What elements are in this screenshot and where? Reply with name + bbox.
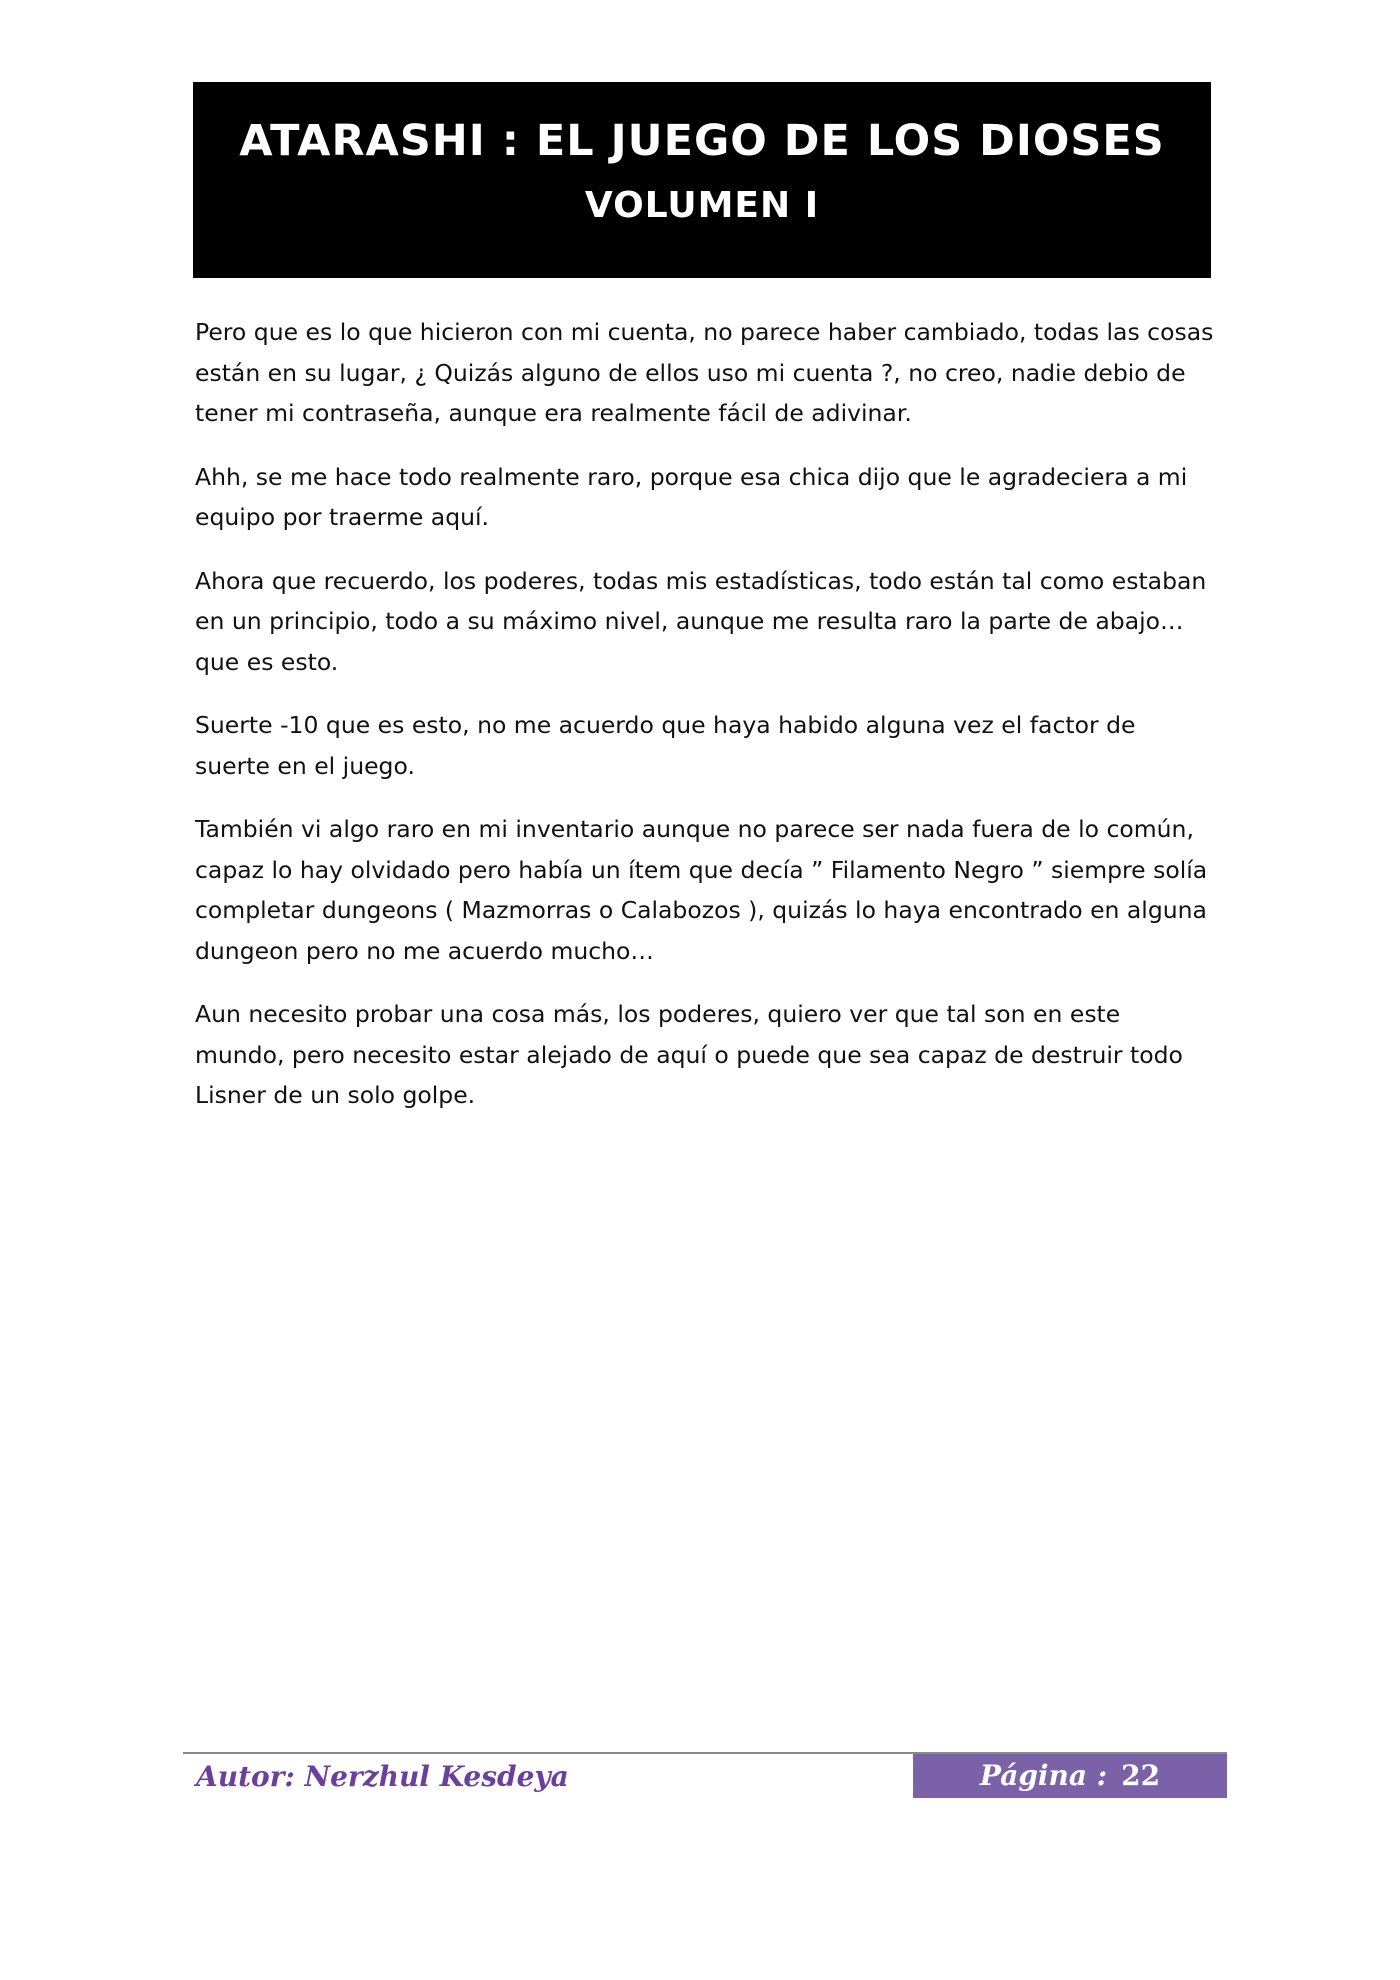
body-text (195, 312, 1215, 1139)
document-title: ATARASHI : EL JUEGO DE LOS DIOSES (239, 116, 1165, 166)
paragraph: Ahora que recuerdo, los poderes, todas mis estadísticas, todo están tal como estaban en un principio, todo a su máximo nivel, aunque me resulta raro la parte de abajo… que es esto. (195, 566, 1207, 676)
page-label: Página : (979, 1759, 1108, 1792)
paragraph: Suerte -10 que es esto, no me acuerdo que haya habido alguna vez el factor de suerte en el juego. (195, 711, 1136, 780)
paragraph: También vi algo raro en mi inventario aunque no parece ser nada fuera de lo común, capaz lo hay olvidado pero había un ítem que decía ” Filamento Negro ” siempre solía completar dungeons ( Mazmorras o Calabozos ), quizás lo haya encontrado en alguna dungeon pero no me acuerdo mucho… (195, 815, 1208, 965)
paragraph: Pero que es lo que hicieron con mi cuenta, no parece haber cambiado, todas las cosas están en su lugar, ¿ Quizás alguno de ellos uso mi cuenta ?, no creo, nadie debio de tener mi contraseña, aunque era realmente fácil de adivinar. (195, 318, 1214, 427)
paragraph: Ahh, se me hace todo realmente raro, porque esa chica dijo que le agradeciera a mi equipo por traerme aquí. (195, 462, 1188, 531)
page-number-box (913, 1754, 1227, 1798)
paragraph: Aun necesito probar una cosa más, los poderes, quiero ver que tal son en este mundo, pero necesito estar alejado de aquí o puede que sea capaz de destruir todo Lisner de un solo golpe. (195, 1000, 1183, 1109)
page-number: 22 (1121, 1759, 1161, 1792)
title-banner (193, 82, 1211, 278)
volume-subtitle: VOLUMEN I (584, 185, 820, 226)
footer-author: Autor: Nerzhul Kesdeya (196, 1760, 569, 1793)
